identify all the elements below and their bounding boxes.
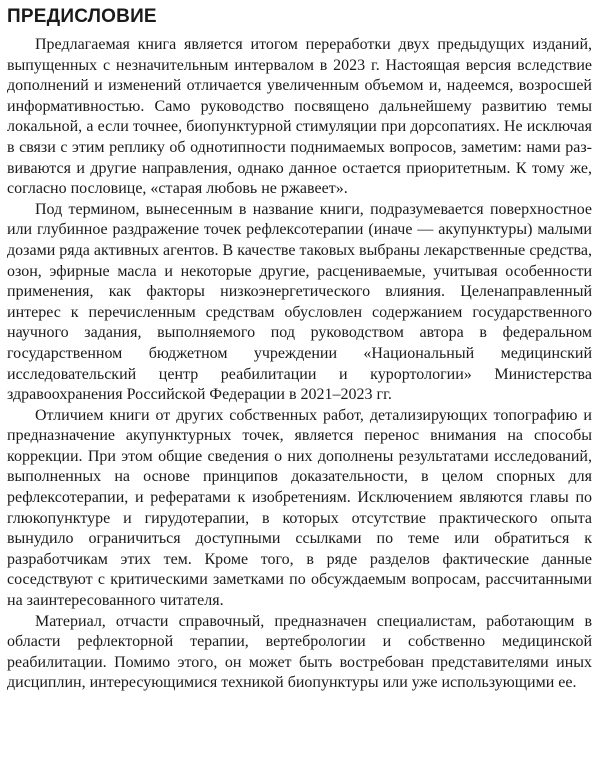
- preface-page: [7, 5, 592, 694]
- paragraph-4: Материал, отчасти справочный, предназначен специалистам, работающим в области рефлекторной терапии, вертебрологии и собственно медицинской реабилитации. Помимо этого, он может быть востребован представителями иных дисциплин, интересующимися техникой биопунктуры или уже использующими ее.: [7, 612, 592, 692]
- paragraph-1: Предлагаемая книга является итогом переработки двух предыдущих изданий, выпущенных с незначительным интервалом в 2023 г. Настоящая версия вследствие дополнений и изменений отличается увеличенным объемом и, надеемся, возросшей информативностью. Само руководство посвящено дальнейшему развитию темы локальной, а если точнее, биопунктурной стимуляции при дорсопатиях. Не исключая в связи с этим реплику об однотипности поднимаемых вопросов, заметим: нами развиваются и другие направления, однако данное остается приоритетным. К тому же, согласно пословице, «старая любовь не ржавеет».: [7, 36, 592, 198]
- paragraph-3: Отличием книги от других собственных работ, детализирующих топографию и предназначение акупунктурных точек, является перенос внимания на способы коррекции. При этом общие сведения о них дополнены результатами исследований, выполненных на основе принципов доказательности, в целом спорных для рефлексотерапии, и рефератами к изобретениям. Исключением являются главы по глюкопунктуре и гирудотерапии, в которых отсутствие практического опыта вынудило ограничиться доступными ссылками по теме или обратиться к разработчикам этих тем. Кроме того, в ряде разделов фактические данные соседствуют с критическими заметками по обсуждаемым вопросам, рассчитанными на заинтересованного читателя.: [7, 406, 592, 610]
- page-title: ПРЕДИСЛОВИЕ: [7, 6, 157, 27]
- paragraph-2: Под термином, вынесенным в название книги, подразумевается поверхностное или глубинное раздражение точек рефлексотерапии (иначе — акупунктуры) малыми дозами ряда активных агентов. В качестве таковых выбраны лекарственные средства, озон, эфирные масла и некоторые другие, расцениваемые, учитывая особенности применения, как факторы низкоэнергетического влияния. Целенаправленный интерес к перечисленным средствам обусловлен содержанием государственного научного задания, выполняемого под руководством автора в федеральном государственном бюджетном учреждении «Национальный медицинский исследовательский центр реабилитации и курортологии» Министерства здравоохранения Российской Федерации в 2021–2023 гг.: [7, 200, 592, 404]
